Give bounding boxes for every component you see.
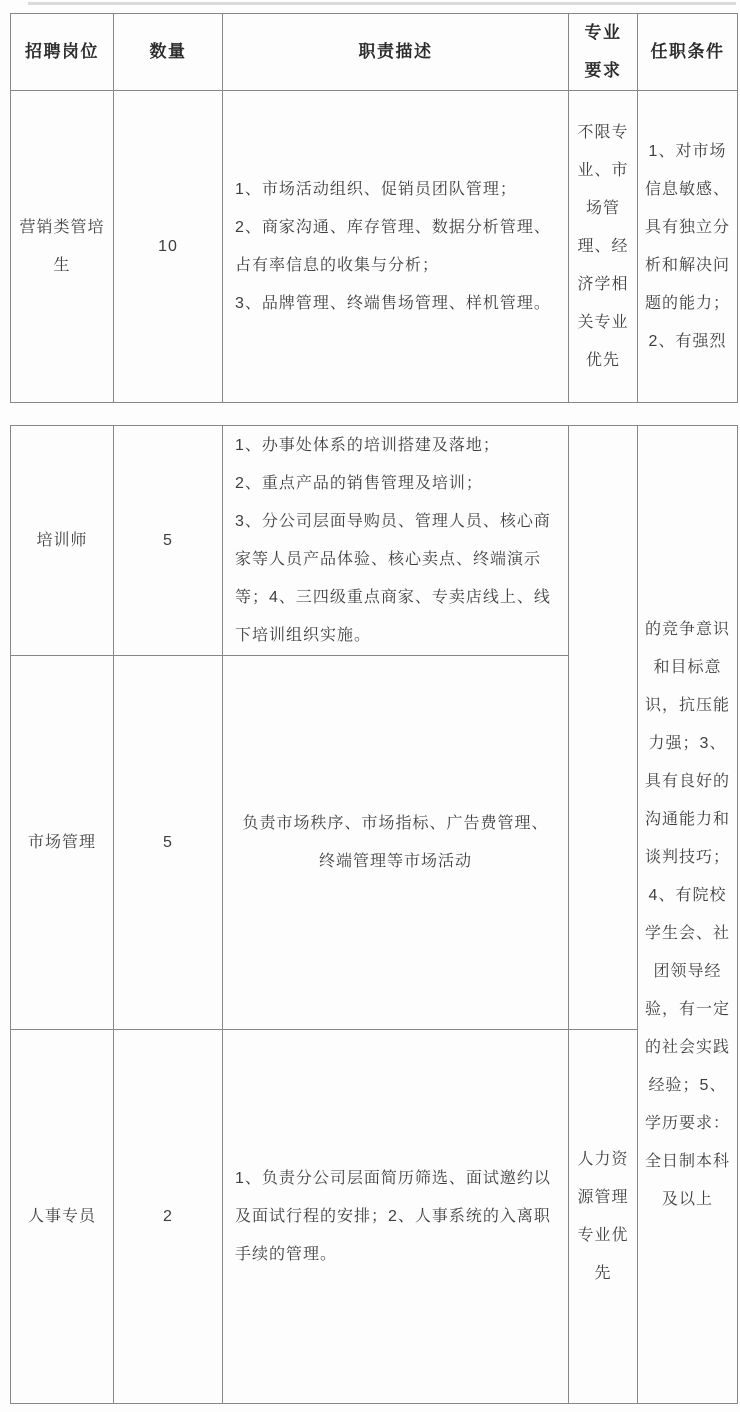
recruitment-table-top	[10, 13, 738, 403]
cell-duties	[223, 1030, 569, 1404]
cell-duties	[223, 656, 569, 1030]
cell-position: 营销类管培生	[11, 91, 114, 403]
duty-line: 3、分公司层面导购员、管理人员、核心商家等人员产品体验、核心卖点、终端演示等；4、三四级重点商家、专卖店线上、线下培训组织实施。	[235, 512, 551, 644]
header-position: 招聘岗位	[11, 14, 114, 91]
cell-major: 人力资源管理专业优先	[569, 1030, 638, 1404]
header-major	[569, 14, 638, 91]
duty-line: 1、负责分公司层面简历筛选、面试邀约以及面试行程的安排；2、人事系统的入离职手续的管理。	[235, 1169, 551, 1263]
cell-duties	[223, 426, 569, 656]
duty-line: 1、办事处体系的培训搭建及落地；	[235, 436, 500, 454]
cell-count: 5	[114, 656, 223, 1030]
cell-position: 市场管理	[11, 656, 114, 1030]
table-header-row	[11, 14, 738, 91]
duty-line: 1、市场活动组织、促销员团队管理；	[235, 180, 517, 198]
cell-position: 人事专员	[11, 1030, 114, 1404]
duty-line: 3、品牌管理、终端售场管理、样机管理。	[235, 294, 551, 312]
cell-position: 培训师	[11, 426, 114, 656]
cell-major-empty	[569, 426, 638, 1030]
cell-duties	[223, 91, 569, 403]
cell-count: 2	[114, 1030, 223, 1404]
duty-line: 2、商家沟通、库存管理、数据分析管理、占有率信息的收集与分析；	[235, 218, 551, 274]
header-duties: 职责描述	[223, 14, 569, 91]
cell-conditions-merged: 的竞争意识和目标意识，抗压能力强；3、具有良好的沟通能力和谈判技巧；4、有院校学生会、社团领导经验，有一定的社会实践经验；5、学历要求：全日制本科及以上	[638, 426, 738, 1404]
cell-major: 不限专业、市场管理、经济学相关专业优先	[569, 91, 638, 403]
cell-count: 10	[114, 91, 223, 403]
header-conditions: 任职条件	[638, 14, 738, 91]
header-count: 数量	[114, 14, 223, 91]
duty-line: 负责市场秩序、市场指标、广告费管理、终端管理等市场活动	[242, 814, 549, 870]
header-major-line2: 要求	[584, 61, 622, 80]
table-row-marketing-trainee	[11, 91, 738, 403]
header-major-line1: 专业	[584, 23, 622, 42]
duty-line: 2、重点产品的销售管理及培训；	[235, 474, 483, 492]
table-row-hr-specialist	[11, 1030, 738, 1404]
cell-conditions: 1、对市场信息敏感、具有独立分析和解决问题的能力；2、有强烈	[638, 91, 738, 403]
cell-count: 5	[114, 426, 223, 656]
table-row-trainer	[11, 426, 738, 656]
photo-crop-artifact	[28, 2, 736, 5]
recruitment-table-bottom	[10, 425, 738, 1404]
